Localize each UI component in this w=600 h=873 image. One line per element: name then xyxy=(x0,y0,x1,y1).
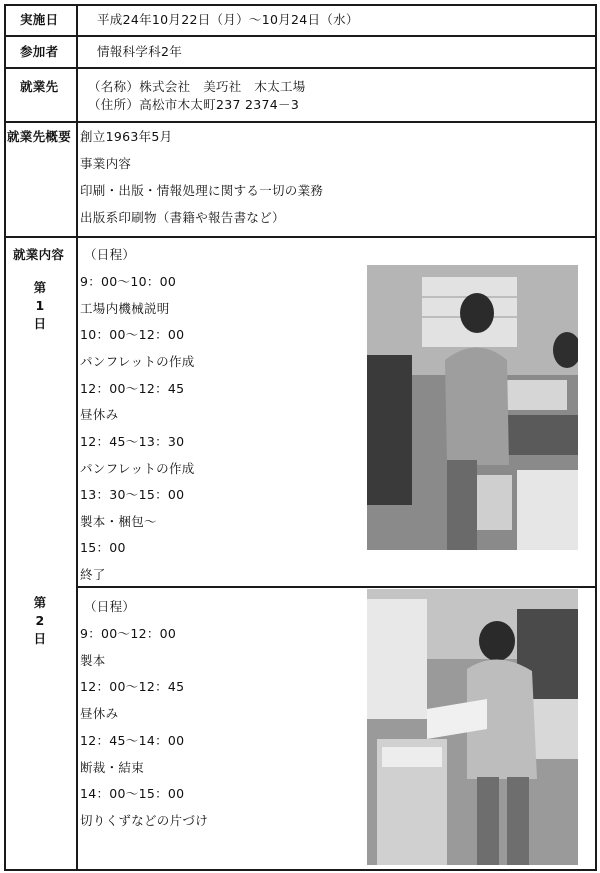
day1-marker: 1 xyxy=(35,298,45,313)
overview-label: 就業先概要 xyxy=(7,129,72,144)
day2-schedule-line: 切りくずなどの片づけ xyxy=(80,813,209,828)
day1-schedule-line: 10：00～12：00 xyxy=(80,327,185,342)
day2-schedule-line: （日程） xyxy=(84,599,136,614)
day1-schedule-line: 12：45～13：30 xyxy=(80,434,185,449)
day1-schedule-line: 13：30～15：00 xyxy=(80,487,185,502)
day2-schedule-line: 14：00～15：00 xyxy=(80,786,185,801)
rule-bottom xyxy=(4,869,597,871)
date-label: 実施日 xyxy=(20,12,59,27)
workplace-name: （名称）株式会社 美巧社 木太工場 xyxy=(88,79,306,94)
participant-value: 情報科学科2年 xyxy=(97,44,183,59)
day2-marker: 2 xyxy=(35,613,45,628)
day1-marker: 日 xyxy=(33,316,47,331)
day1-marker: 第 xyxy=(33,280,47,295)
rule-after-overview xyxy=(4,236,597,238)
overview-line: 出版系印刷物（書籍や報告書など） xyxy=(80,210,285,225)
day1-schedule-line: （日程） xyxy=(84,247,136,262)
participant-label: 参加者 xyxy=(20,44,59,59)
day1-schedule-line: パンフレットの作成 xyxy=(80,354,195,369)
rule-after-date xyxy=(4,35,597,37)
day2-schedule-line: 9：00～12：00 xyxy=(80,626,177,641)
day2-marker: 日 xyxy=(33,631,47,646)
day1-schedule-line: 9：00～10：00 xyxy=(80,274,177,289)
overview-line: 創立1963年5月 xyxy=(80,129,173,144)
day1-work-photo xyxy=(367,265,578,550)
work-label: 就業内容 xyxy=(13,247,65,262)
workplace-label: 就業先 xyxy=(20,79,59,94)
day1-schedule-line: 15：00 xyxy=(80,540,126,555)
day1-schedule-line: 終了 xyxy=(80,567,106,582)
day2-schedule-line: 製本 xyxy=(80,653,106,668)
rule-after-day1 xyxy=(76,586,597,588)
day2-work-photo xyxy=(367,589,578,865)
rule-left xyxy=(4,4,6,871)
day1-schedule-line: 工場内機械説明 xyxy=(80,301,170,316)
day1-schedule-line: 昼休み xyxy=(80,407,119,422)
day1-schedule-line: 製本・梱包～ xyxy=(80,514,157,529)
day1-schedule-line: 12：00～12：45 xyxy=(80,381,185,396)
day2-marker: 第 xyxy=(33,595,47,610)
overview-line: 事業内容 xyxy=(80,156,132,171)
rule-top xyxy=(4,4,597,6)
rule-right xyxy=(595,4,597,871)
date-value: 平成24年10月22日（月）～10月24日（水） xyxy=(97,12,359,27)
rule-after-workplace xyxy=(4,121,597,123)
day2-schedule-line: 12：00～12：45 xyxy=(80,679,185,694)
rule-label-column xyxy=(76,4,78,871)
workplace-address: （住所）高松市木太町237 2374－3 xyxy=(88,97,300,112)
day2-schedule-line: 昼休み xyxy=(80,706,119,721)
day2-schedule-line: 断裁・結束 xyxy=(80,760,145,775)
day2-schedule-line: 12：45～14：00 xyxy=(80,733,185,748)
rule-after-participant xyxy=(4,67,597,69)
day1-schedule-line: パンフレットの作成 xyxy=(80,461,195,476)
overview-line: 印刷・出版・情報処理に関する一切の業務 xyxy=(80,183,324,198)
